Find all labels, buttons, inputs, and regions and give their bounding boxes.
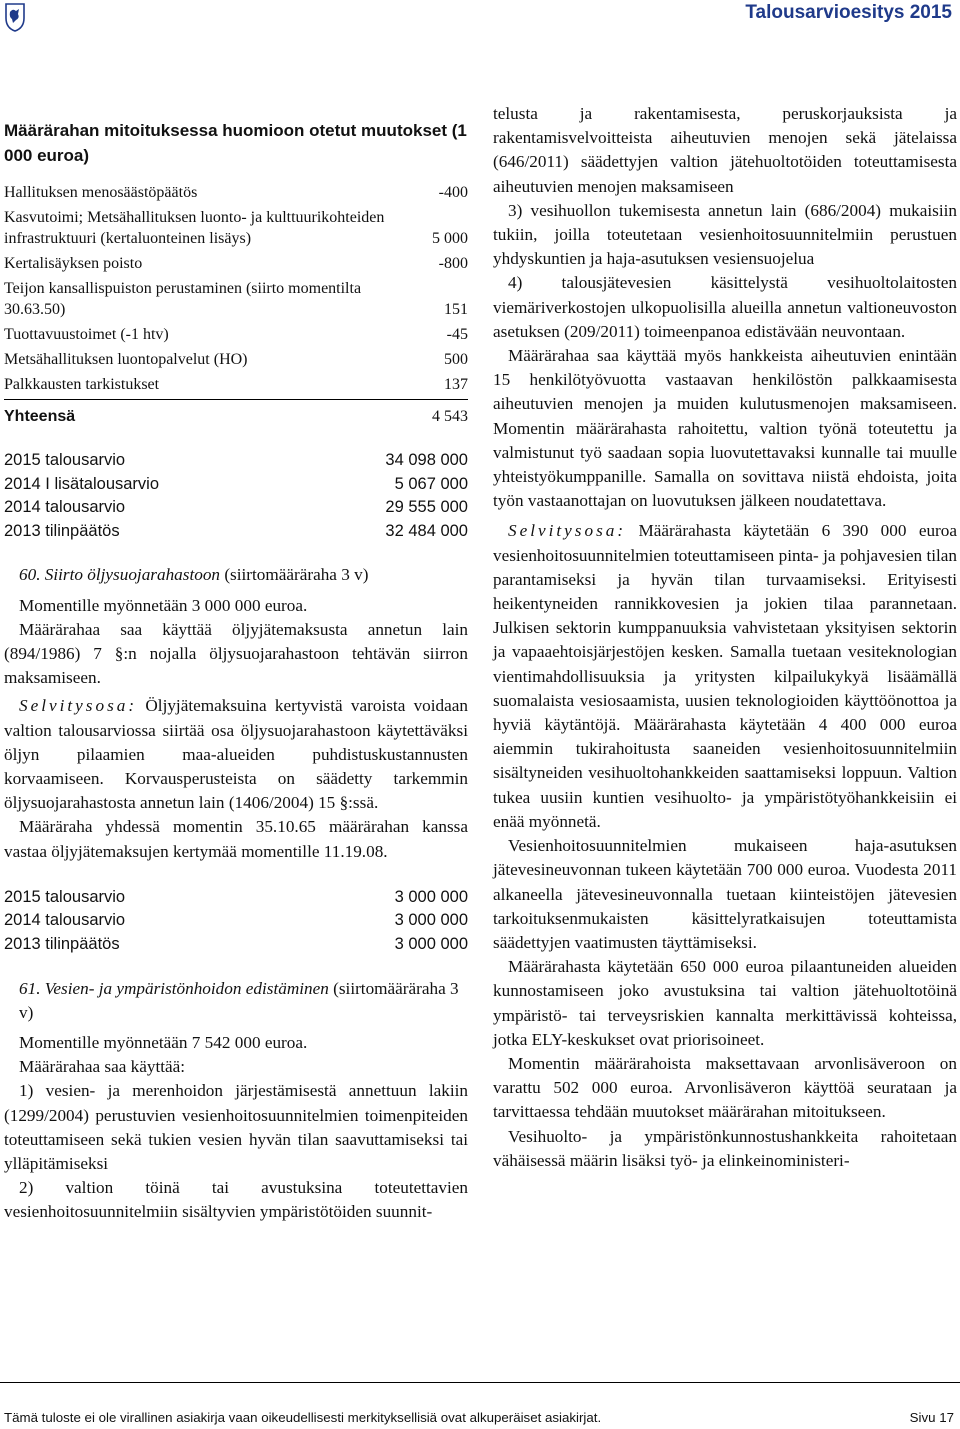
moment-61 [4, 977, 468, 1225]
row-value: -45 [446, 326, 468, 343]
coat-of-arms-icon [4, 2, 26, 32]
table-row [4, 278, 468, 320]
document-title: Talousarvioesitys 2015 [745, 2, 952, 23]
budget-label: 2013 tilinpäätös [4, 935, 120, 953]
paragraph: Määrärahasta käytetään 650 000 euroa pilaantuneiden alueiden kunnostamiseen joko avustuksina tai valtion jätehuoltotöinä ympäristö- tai terveysriskien kannalta merkittävissä kohteissa, jotka ELY-keskukset ovat priorisoineet. [493, 957, 957, 1049]
paragraph: Momentille myönnetään 3 000 000 euroa. [19, 595, 308, 615]
row-label: Hallituksen menosäästöpäätös [4, 184, 198, 201]
table-row [4, 324, 468, 345]
row-label: Kasvutoimi; Metsähallituksen luonto- ja kulttuurikohteiden infrastruktuuri (kertaluonteinen lisäys) [4, 209, 385, 247]
budget-row [4, 933, 468, 957]
budget-table-1 [4, 449, 468, 543]
right-column [493, 102, 957, 1173]
budget-label: 2015 talousarvio [4, 451, 126, 469]
footer-divider [0, 1382, 960, 1383]
budget-value: 29 555 000 [385, 498, 468, 517]
paragraph: 3) vesihuollon tukemisesta annetun lain (686/2004) mukaisiin tukiin, joilla toteutetaan vesienhoitosuunnitelmiin perustuen yhdyskuntien ja haja-asutuksen vesiensuojelua [493, 200, 957, 269]
budget-label: 2014 I lisätalousarvio [4, 474, 160, 493]
paragraph: telusta ja rakentamisesta, peruskorjauksista ja rakentamisvelvoitteista aiheutuvien menojen sekä jätelaissa (646/2011) säädettyjen valtion jätehuoltotöiden toteuttamisesta aiheutuvien menojen maksamiseen [493, 104, 957, 196]
budget-value: 34 098 000 [385, 451, 468, 469]
footer-disclaimer: Tämä tuloste ei ole virallinen asiakirja vaan oikeudellisesti merkityksellisiä ovat alkuperäiset asiakirjat. [4, 1410, 602, 1425]
budget-table-2 [4, 886, 468, 957]
budget-row [4, 496, 468, 520]
row-value: -400 [438, 184, 468, 201]
left-column [4, 102, 468, 1225]
page-header [0, 0, 960, 38]
paragraph: Määrärahaa saa käyttää myös hankkeista aiheutuvien enintään 15 henkilötyövuotta vastaavan henkilöstön palkkaamisesta aiheutuvien menojen ja muiden kulutusmenojen maksamiseen. Momentin määrärahasta rahoitettu, valtion työnä toteutettu ja valmistunut työ saadaan sopia luovutettavaksi kunnalle tai muulle yhteistyökumppanille. Samalla on sovittava niistä ehdoista, joita työn vastaanottajan on luovutuksen jälkeen noudatettava. [493, 346, 957, 511]
budget-row [4, 449, 468, 473]
paragraph: Vesienhoitosuunnitelmien mukaiseen haja-asutuksen jätevesineuvonnan tukeen käytetään 700 000 euroa. Vuodesta 2011 alkaneella jätevesineuvonnalla tuetaan kiinteistöjen jätevesien tarkoituksenmukaisten käsittelyratkaisujen toteuttamista säädettyjen vaatimusten täyttämiseksi. [493, 836, 957, 952]
paragraph: Momentille myönnetään 7 542 000 euroa. [19, 1033, 308, 1052]
page-number: Sivu 17 [909, 1410, 954, 1425]
row-value: 137 [444, 376, 468, 393]
row-label: Tuottavuustoimet (-1 htv) [4, 326, 169, 343]
table-row [4, 374, 468, 395]
budget-row [4, 473, 468, 497]
changes-heading: Määrärahan mitoituksessa huomioon otetut muutokset (1 000 euroa) [4, 121, 467, 165]
table-total-row [4, 399, 468, 427]
moment-60-title: 60. Siirto öljysuojarahastoon (siirtomääräraha 3 v) [19, 565, 369, 585]
budget-row [4, 520, 468, 544]
table-row [4, 207, 468, 249]
row-value: 5 000 [432, 230, 468, 247]
row-value: 500 [444, 351, 468, 368]
paragraph: 1) vesien- ja merenhoidon järjestämisestä annettuun lakiin (1299/2004) perustuvien vesienhoitosuunnitelmien toimenpiteiden toteuttamiseen sekä tukien vesien hyvän tilan saavuttamiseksi tai ylläpitämiseksi [4, 1081, 468, 1174]
row-value: -800 [438, 255, 468, 272]
budget-row [4, 886, 468, 910]
budget-value: 3 000 000 [394, 911, 468, 930]
budget-label: 2015 talousarvio [4, 887, 126, 906]
row-label: Metsähallituksen luontopalvelut (HO) [4, 351, 248, 368]
total-value: 4 543 [432, 408, 468, 425]
row-label: Kertalisäyksen poisto [4, 255, 143, 272]
table-row [4, 349, 468, 370]
table-row [4, 182, 468, 203]
budget-value: 5 067 000 [394, 474, 468, 493]
paragraph: Määrärahaa saa käyttää öljyjätemaksusta annetun lain (894/1986) 7 §:n nojalla öljysuojarahastoon tehtävän siirron maksamiseen. [4, 619, 468, 688]
paragraph: Selvitysosa: Määrärahasta käytetään 6 390 000 euroa vesienhoitosuunnitelmien toteuttamiseen pinta- ja pohjavesien tilan parantamiseksi ja hyvän tilan turvaamiseksi. Erityisesti heikentyneiden rannikkovesien ja jokien tilaa parannetaan. Julkisen sektorin kumppanuuksia vahvistetaan yksityisen sektorin ja vapaaehtoisjärjestöjen kesken. Samalla tuetaan vesiteknologian vientimahdollisuuksia ja yritysten kilpailukykyä lisäämällä suomalaista vesiosaamista, uusien teknologioiden käyttöönottoa ja hyviä käytäntöjä. Määrärahasta käytetään 4 400 000 euroa aiemmin tukirahoitusta saaneiden vesienhoitosuunnitelmiin sisältyneiden vesihuoltohankkeiden saattamiseksi loppuun. Valtion tukea uusiin kuntien vesihuolto- ja ympäristötyöhankkeisiin ei enää myönnetä. [493, 521, 957, 831]
paragraph: Määräraha yhdessä momentin 35.10.65 määrärahan kanssa vastaa öljyjätemaksujen kertymää momentille 11.19.08. [4, 817, 468, 861]
moment-60 [4, 563, 468, 863]
budget-label: 2013 tilinpäätös [4, 521, 120, 540]
budget-row [4, 909, 468, 933]
budget-value: 3 000 000 [394, 887, 468, 906]
paragraph: 4) talousjätevesien käsittelystä vesihuoltolaitosten viemäriverkostojen ulkopuolisilla alueilla annetun valtioneuvoston asetuksen (209/2011) toimeenpanoa edistävään neuvontaan. [493, 273, 957, 341]
total-label: Yhteensä [4, 408, 76, 425]
paragraph: Selvitysosa: Öljyjätemaksuina kertyvistä varoista voidaan valtion talousarviossa siirtää osa öljysuojarahastoon käytettäväksi öljyn pilaamien maa-alueiden puhdistuskustannusten korvaamiseen. Korvausperusteista on säädetty tarkemmin öljysuojarahastosta annetun lain (1406/2004) 15 §:ssä. [4, 696, 468, 813]
moment-61-title: 61. Vesien- ja ympäristönhoidon edistäminen (siirtomääräraha 3 v) [19, 978, 459, 1022]
paragraph: 2) valtion töinä tai avustuksina toteutettavien vesienhoitosuunnitelmiin sisältyvien ympäristötöiden suunnit- [4, 1178, 468, 1222]
row-value: 151 [444, 301, 468, 318]
budget-label: 2014 talousarvio [4, 498, 126, 517]
changes-table [4, 182, 468, 427]
paragraph: Vesihuolto- ja ympäristönkunnostushankkeita rahoitetaan vähäisessä määrin lisäksi työ- ja elinkeinoministeri- [493, 1126, 957, 1170]
row-label: Teijon kansallispuiston perustaminen (siirto momentilta 30.63.50) [4, 280, 362, 318]
paragraph: Momentin määrärahoista maksettavaan arvonlisäveroon on varattu 502 000 euroa. Arvonlisäveron käyttöä seurataan ja tarvittaessa tehdään muutokset määrärahan mitoitukseen. [493, 1053, 957, 1122]
budget-value: 3 000 000 [394, 935, 468, 953]
table-row [4, 253, 468, 274]
budget-label: 2014 talousarvio [4, 911, 126, 930]
row-label: Palkkausten tarkistukset [4, 376, 160, 393]
paragraph: Määrärahaa saa käyttää: [19, 1057, 186, 1077]
budget-value: 32 484 000 [385, 521, 468, 540]
